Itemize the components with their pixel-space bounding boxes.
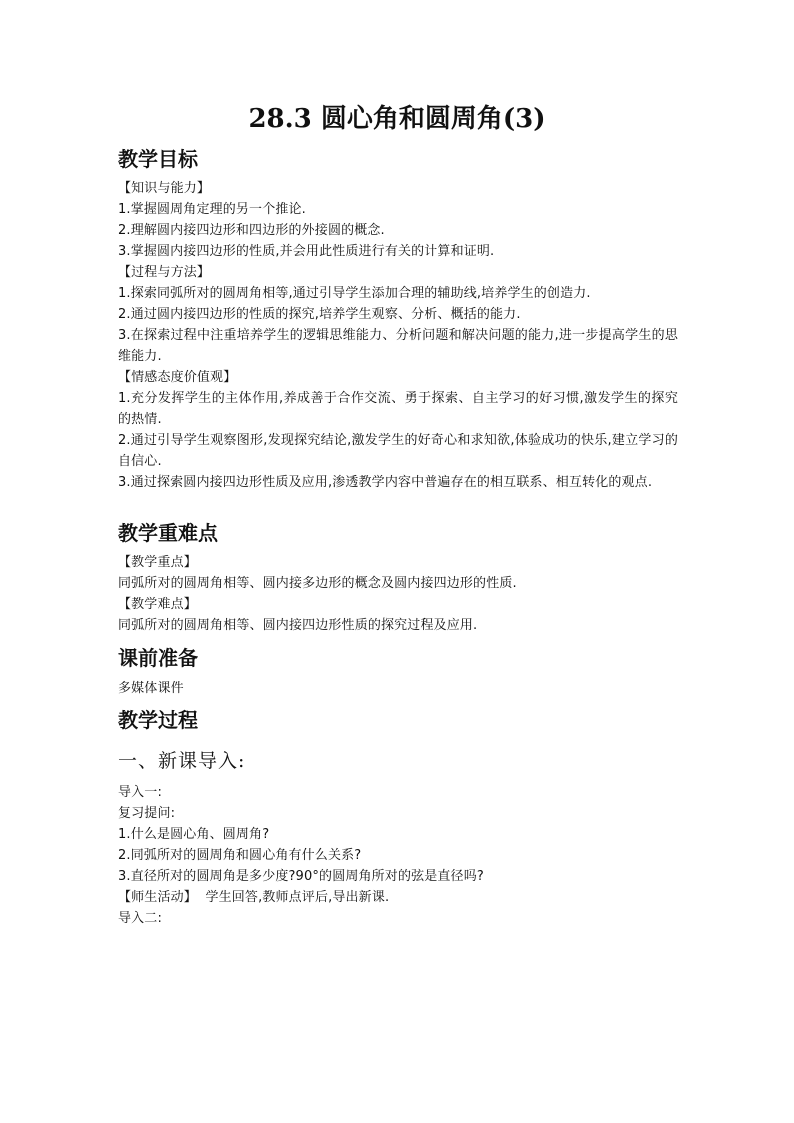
key-points-heading: 教学重难点 (118, 521, 218, 545)
difficulty-label: 【教学难点】 (118, 597, 197, 612)
preparation-text: 多媒体课件 (118, 681, 184, 696)
review-question: 3.直径所对的圆周角是多少度?90°的圆周角所对的弦是直径吗? (118, 869, 484, 884)
difficulty-text: 同弧所对的圆周角相等、圆内接四边形性质的探究过程及应用. (118, 618, 478, 633)
intro-one-label: 导入一: (118, 785, 162, 800)
intro-two-label: 导入二: (118, 911, 162, 926)
page-title: 28.3 圆心角和圆周角(3) (248, 104, 546, 134)
section-new-lesson-intro: 一、新课导入: (118, 750, 246, 772)
preparation-section (118, 678, 678, 699)
review-question: 2.同弧所对的圆周角和圆心角有什么关系? (118, 848, 362, 863)
process-heading: 教学过程 (118, 708, 198, 732)
knowledge-item: 1.掌握圆周角定理的另一个推论. (118, 202, 306, 217)
preparation-heading: 课前准备 (118, 646, 198, 670)
knowledge-item: 3.掌握圆内接四边形的性质,并会用此性质进行有关的计算和证明. (118, 244, 495, 259)
attitude-item: 1.充分发挥学生的主体作用,养成善于合作交流、勇于探索、自主学习的好习惯,激发学生的探究的热情. (118, 391, 678, 427)
process-item: 2.通过圆内接四边形的性质的探究,培养学生观察、分析、概括的能力. (118, 307, 521, 322)
knowledge-item: 2.理解圆内接四边形和四边形的外接圆的概念. (118, 223, 385, 238)
review-question: 1.什么是圆心角、圆周角? (118, 827, 270, 842)
process-item: 1.探索同弧所对的圆周角相等,通过引导学生添加合理的辅助线,培养学生的创造力. (118, 286, 591, 301)
focus-label: 【教学重点】 (118, 555, 197, 570)
process-label: 【过程与方法】 (118, 265, 211, 280)
knowledge-label: 【知识与能力】 (118, 181, 211, 196)
focus-text: 同弧所对的圆周角相等、圆内接多边形的概念及圆内接四边形的性质. (118, 576, 517, 591)
objectives-heading: 教学目标 (118, 147, 198, 171)
attitude-item: 2.通过引导学生观察图形,发现探究结论,激发学生的好奇心和求知欲,体验成功的快乐,建立学习的自信心. (118, 433, 678, 469)
attitude-item: 3.通过探索圆内接四边形性质及应用,渗透教学内容中普遍存在的相互联系、相互转化的观点. (118, 475, 653, 490)
knowledge-section (118, 178, 678, 493)
review-label: 复习提问: (118, 806, 176, 821)
teacher-student-activity: 【师生活动】 学生回答,教师点评后,导出新课. (118, 890, 390, 905)
process-item: 3.在探索过程中注重培养学生的逻辑思维能力、分析问题和解决问题的能力,进一步提高学生的思维能力. (118, 328, 678, 364)
key-points-section (118, 552, 678, 636)
attitude-label: 【情感态度价值观】 (118, 370, 237, 385)
intro-section (118, 782, 678, 929)
